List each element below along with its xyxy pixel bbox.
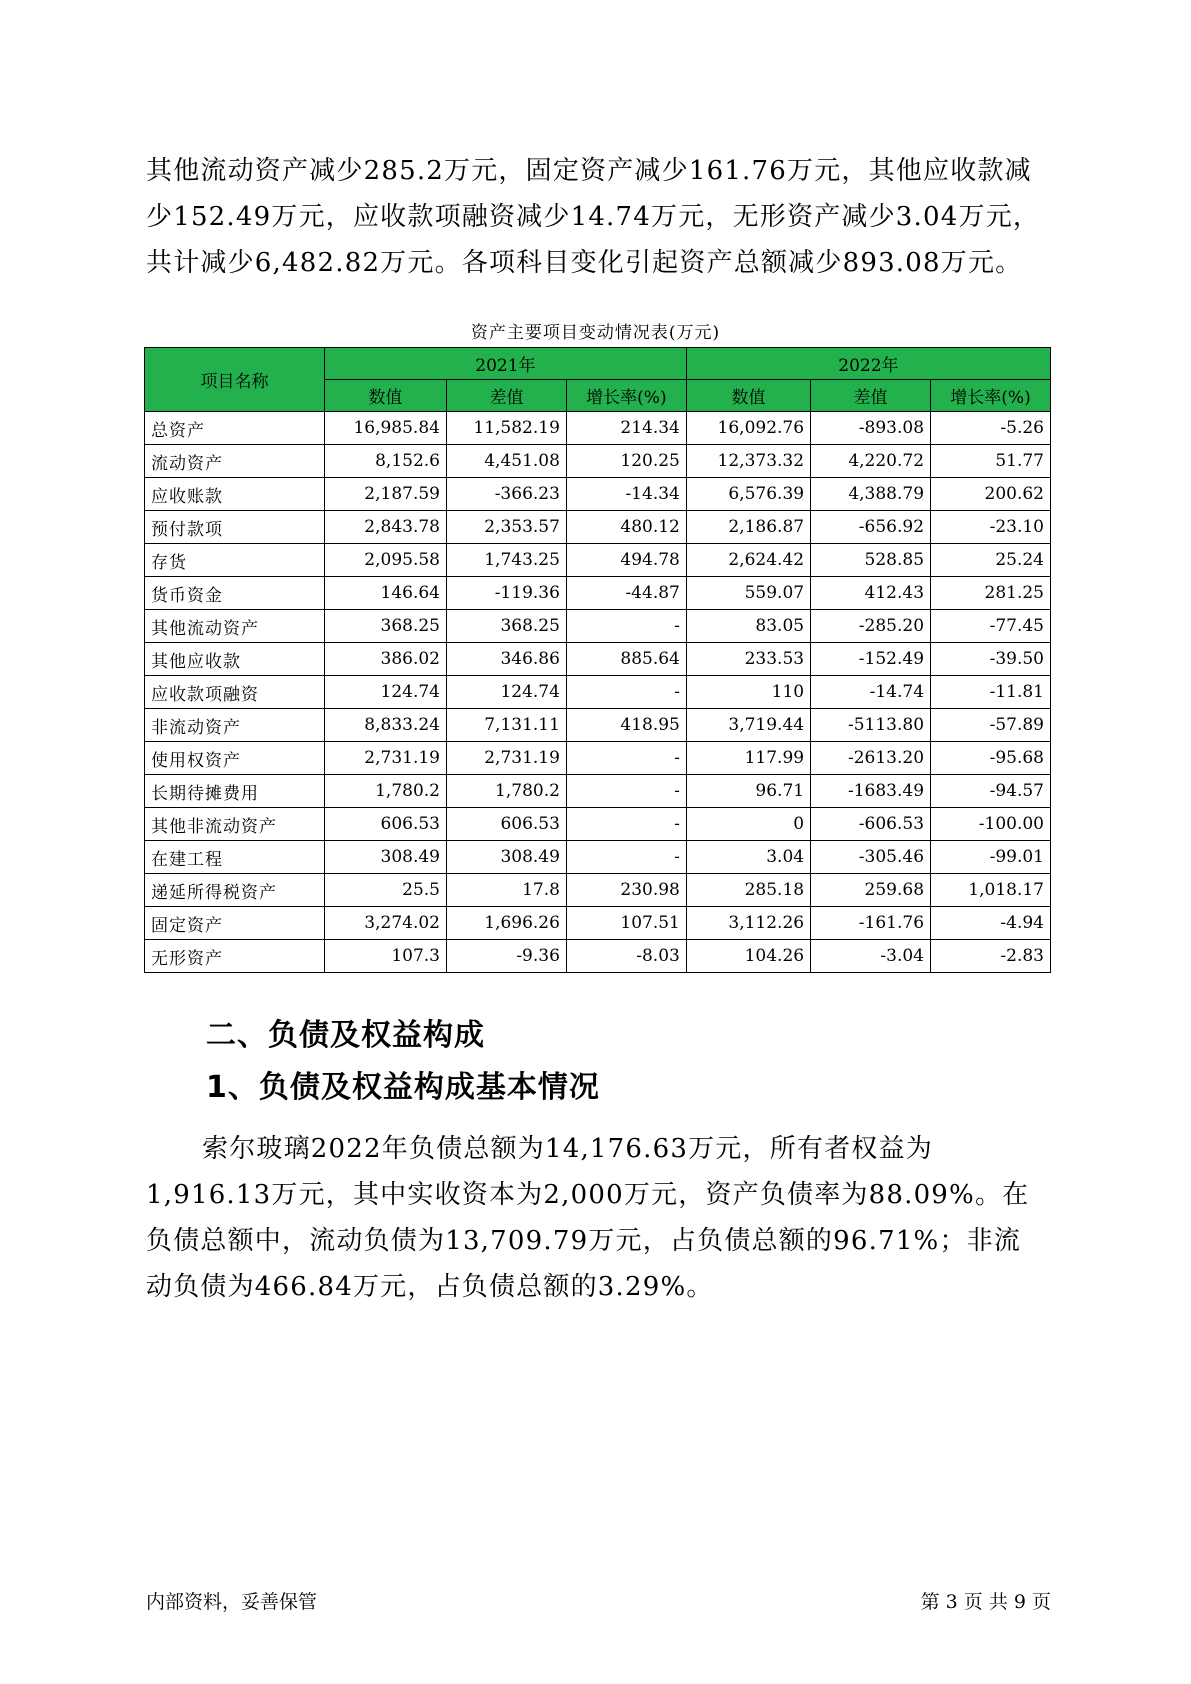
row-value-cell: -100.00 — [931, 808, 1051, 841]
row-value-cell: 6,576.39 — [686, 478, 810, 511]
row-value-cell: 308.49 — [446, 841, 566, 874]
row-value-cell: 606.53 — [446, 808, 566, 841]
row-value-cell: 2,843.78 — [324, 511, 446, 544]
row-value-cell: 233.53 — [686, 643, 810, 676]
table-row — [145, 874, 1051, 907]
row-value-cell: -5.26 — [931, 412, 1051, 445]
row-value-cell: 559.07 — [686, 577, 810, 610]
table-row — [145, 610, 1051, 643]
row-value-cell: 1,780.2 — [324, 775, 446, 808]
row-item-name: 流动资产 — [145, 445, 325, 478]
row-item-name: 长期待摊费用 — [145, 775, 325, 808]
row-value-cell: -119.36 — [446, 577, 566, 610]
row-value-cell: -23.10 — [931, 511, 1051, 544]
row-value-cell: 25.24 — [931, 544, 1051, 577]
table-row — [145, 742, 1051, 775]
row-value-cell: 285.18 — [686, 874, 810, 907]
row-value-cell: -893.08 — [811, 412, 931, 445]
row-value-cell: 3,719.44 — [686, 709, 810, 742]
row-value-cell: -99.01 — [931, 841, 1051, 874]
asset-change-table — [144, 347, 1051, 973]
row-value-cell: 8,833.24 — [324, 709, 446, 742]
header-year-2021: 2021年 — [324, 348, 686, 380]
row-value-cell: 1,018.17 — [931, 874, 1051, 907]
row-value-cell: 12,373.32 — [686, 445, 810, 478]
row-value-cell: -44.87 — [566, 577, 686, 610]
row-value-cell: 214.34 — [566, 412, 686, 445]
row-value-cell: -656.92 — [811, 511, 931, 544]
row-item-name: 其他非流动资产 — [145, 808, 325, 841]
row-item-name: 应收款项融资 — [145, 676, 325, 709]
row-value-cell: 2,731.19 — [446, 742, 566, 775]
row-value-cell: 528.85 — [811, 544, 931, 577]
row-item-name: 总资产 — [145, 412, 325, 445]
row-item-name: 预付款项 — [145, 511, 325, 544]
row-item-name: 固定资产 — [145, 907, 325, 940]
table-row — [145, 907, 1051, 940]
row-value-cell: 386.02 — [324, 643, 446, 676]
row-value-cell: 418.95 — [566, 709, 686, 742]
row-value-cell: -11.81 — [931, 676, 1051, 709]
row-value-cell: 16,092.76 — [686, 412, 810, 445]
row-value-cell: 2,186.87 — [686, 511, 810, 544]
table-row — [145, 676, 1051, 709]
row-value-cell: -2613.20 — [811, 742, 931, 775]
row-value-cell: -14.74 — [811, 676, 931, 709]
header-value-2022: 数值 — [686, 380, 810, 412]
row-value-cell: -3.04 — [811, 940, 931, 973]
row-value-cell: 124.74 — [324, 676, 446, 709]
footer-page-number: 第 3 页 共 9 页 — [920, 1591, 1051, 1613]
row-value-cell: 96.71 — [686, 775, 810, 808]
row-value-cell: 259.68 — [811, 874, 931, 907]
header-item-name: 项目名称 — [145, 348, 325, 412]
row-value-cell: 281.25 — [931, 577, 1051, 610]
row-value-cell: 308.49 — [324, 841, 446, 874]
table-row — [145, 511, 1051, 544]
row-value-cell: 368.25 — [324, 610, 446, 643]
row-value-cell: 107.3 — [324, 940, 446, 973]
footer-confidential-note: 内部资料，妥善保管 — [146, 1591, 318, 1613]
table-row — [145, 412, 1051, 445]
header-value-2021: 数值 — [324, 380, 446, 412]
table-row — [145, 478, 1051, 511]
table-body — [145, 412, 1051, 973]
row-value-cell: 885.64 — [566, 643, 686, 676]
row-value-cell: 8,152.6 — [324, 445, 446, 478]
row-value-cell: 7,131.11 — [446, 709, 566, 742]
row-value-cell: 606.53 — [324, 808, 446, 841]
row-value-cell: 2,187.59 — [324, 478, 446, 511]
table-row — [145, 775, 1051, 808]
row-value-cell: 2,353.57 — [446, 511, 566, 544]
row-value-cell: 1,743.25 — [446, 544, 566, 577]
row-value-cell: - — [566, 742, 686, 775]
row-value-cell: 3,112.26 — [686, 907, 810, 940]
row-item-name: 其他流动资产 — [145, 610, 325, 643]
row-item-name: 存货 — [145, 544, 325, 577]
row-value-cell: 3.04 — [686, 841, 810, 874]
header-diff-2021: 差值 — [446, 380, 566, 412]
row-value-cell: 11,582.19 — [446, 412, 566, 445]
row-value-cell: 1,696.26 — [446, 907, 566, 940]
row-value-cell: -285.20 — [811, 610, 931, 643]
row-value-cell: 230.98 — [566, 874, 686, 907]
row-value-cell: - — [566, 610, 686, 643]
row-value-cell: 17.8 — [446, 874, 566, 907]
row-value-cell: 346.86 — [446, 643, 566, 676]
table-row — [145, 544, 1051, 577]
row-value-cell: 104.26 — [686, 940, 810, 973]
table-row — [145, 577, 1051, 610]
row-value-cell: -39.50 — [931, 643, 1051, 676]
row-value-cell: 480.12 — [566, 511, 686, 544]
row-value-cell: 200.62 — [931, 478, 1051, 511]
row-value-cell: 412.43 — [811, 577, 931, 610]
row-item-name: 使用权资产 — [145, 742, 325, 775]
row-value-cell: 51.77 — [931, 445, 1051, 478]
row-value-cell: 107.51 — [566, 907, 686, 940]
row-value-cell: -606.53 — [811, 808, 931, 841]
row-value-cell: -4.94 — [931, 907, 1051, 940]
row-value-cell: 120.25 — [566, 445, 686, 478]
header-growth-2022: 增长率(%) — [931, 380, 1051, 412]
table-row — [145, 445, 1051, 478]
row-value-cell: 146.64 — [324, 577, 446, 610]
header-year-2022: 2022年 — [686, 348, 1050, 380]
body-paragraph-1: 其他流动资产减少285.2万元，固定资产减少161.76万元，其他应收款减少152.49万元，应收款项融资减少14.74万元，无形资产减少3.04万元，共计减少6,482.82万元。各项科目变化引起资产总额减少893.08万元。 — [146, 156, 1041, 278]
row-item-name: 其他应收款 — [145, 643, 325, 676]
row-value-cell: - — [566, 841, 686, 874]
row-value-cell: 4,220.72 — [811, 445, 931, 478]
row-item-name: 无形资产 — [145, 940, 325, 973]
table-row — [145, 940, 1051, 973]
row-value-cell: 4,451.08 — [446, 445, 566, 478]
row-value-cell: -8.03 — [566, 940, 686, 973]
row-value-cell: 117.99 — [686, 742, 810, 775]
row-value-cell: 4,388.79 — [811, 478, 931, 511]
row-value-cell: -161.76 — [811, 907, 931, 940]
row-value-cell: 1,780.2 — [446, 775, 566, 808]
row-value-cell: -5113.80 — [811, 709, 931, 742]
row-value-cell: - — [566, 676, 686, 709]
row-value-cell: 110 — [686, 676, 810, 709]
row-value-cell: 368.25 — [446, 610, 566, 643]
row-value-cell: -152.49 — [811, 643, 931, 676]
row-value-cell: 2,624.42 — [686, 544, 810, 577]
row-value-cell: 83.05 — [686, 610, 810, 643]
row-value-cell: -57.89 — [931, 709, 1051, 742]
table-row — [145, 841, 1051, 874]
subsection-heading: 1、负债及权益构成基本情况 — [206, 1070, 600, 1105]
row-item-name: 递延所得税资产 — [145, 874, 325, 907]
row-value-cell: -14.34 — [566, 478, 686, 511]
row-value-cell: -77.45 — [931, 610, 1051, 643]
row-value-cell: -2.83 — [931, 940, 1051, 973]
row-value-cell: -305.46 — [811, 841, 931, 874]
row-value-cell: 0 — [686, 808, 810, 841]
table-row — [145, 709, 1051, 742]
header-growth-2021: 增长率(%) — [566, 380, 686, 412]
row-value-cell: -366.23 — [446, 478, 566, 511]
row-value-cell: -94.57 — [931, 775, 1051, 808]
table-row — [145, 808, 1051, 841]
row-item-name: 非流动资产 — [145, 709, 325, 742]
row-value-cell: 2,731.19 — [324, 742, 446, 775]
table-caption: 资产主要项目变动情况表(万元) — [470, 323, 721, 343]
row-value-cell: -1683.49 — [811, 775, 931, 808]
row-value-cell: 124.74 — [446, 676, 566, 709]
row-value-cell: 25.5 — [324, 874, 446, 907]
row-value-cell: 16,985.84 — [324, 412, 446, 445]
row-value-cell: 2,095.58 — [324, 544, 446, 577]
row-value-cell: 494.78 — [566, 544, 686, 577]
row-value-cell: -9.36 — [446, 940, 566, 973]
row-value-cell: - — [566, 808, 686, 841]
row-item-name: 应收账款 — [145, 478, 325, 511]
section-heading: 二、负债及权益构成 — [206, 1018, 485, 1053]
row-item-name: 货币资金 — [145, 577, 325, 610]
row-value-cell: -95.68 — [931, 742, 1051, 775]
row-value-cell: - — [566, 775, 686, 808]
body-paragraph-2: 索尔玻璃2022年负债总额为14,176.63万元，所有者权益为1,916.13万元，其中实收资本为2,000万元，资产负债率为88.09%。在负债总额中，流动负债为13,709.79万元，占负债总额的96.71%；非流动负债为466.84万元，占负债总额的3.29%。 — [146, 1134, 1030, 1302]
table-row — [145, 643, 1051, 676]
row-value-cell: 3,274.02 — [324, 907, 446, 940]
row-item-name: 在建工程 — [145, 841, 325, 874]
header-diff-2022: 差值 — [811, 380, 931, 412]
